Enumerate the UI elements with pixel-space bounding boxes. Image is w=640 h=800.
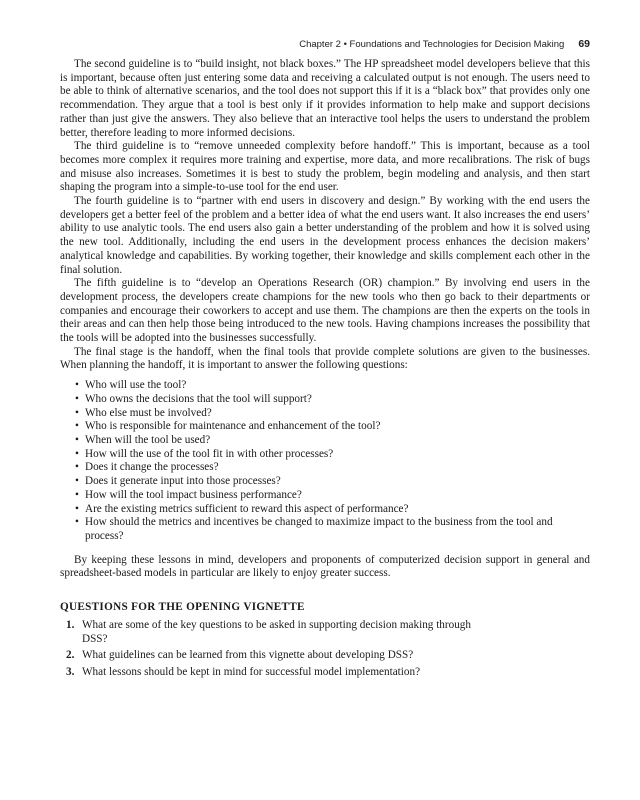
vignette-questions-list	[60, 619, 590, 680]
questions-heading: QUESTIONS FOR THE OPENING VIGNETTE	[60, 601, 305, 614]
paragraph-second-guideline: The second guideline is to “build insight, not black boxes.” The HP spreadsheet model developers believe that this is important, because often just entering some data and receiving a calculated output is not enough. The users need to be able to think of alternative scenarios, and the tool does not support this if it is a “black box” that provides only one recommendation. They argue that a tool is best only if it provides information to help make and support decisions rather than just give the answers. They also believe that an interactive tool helps the users to understand the problem better, therefore leading to more informed decisions.	[60, 58, 590, 139]
question-number: 1.	[66, 619, 75, 632]
list-item: • How will the tool impact business performance?	[75, 488, 302, 501]
bullet-glyph: •	[75, 447, 79, 460]
question-number: 3.	[66, 666, 75, 679]
list-item: • Does it generate input into those processes?	[75, 475, 281, 488]
bullet-glyph: •	[75, 488, 79, 501]
question-item	[66, 666, 472, 680]
bullet-glyph: •	[75, 406, 79, 419]
list-item: • Are the existing metrics sufficient to reward this aspect of performance?	[75, 502, 409, 515]
question-item	[66, 649, 472, 663]
list-item: • Who will use the tool?	[75, 379, 187, 392]
question-item	[66, 619, 472, 646]
bullet-glyph: •	[75, 392, 79, 405]
list-item: • Who owns the decisions that the tool will support?	[75, 392, 312, 405]
bullet-glyph: •	[75, 502, 79, 515]
paragraph-closing: By keeping these lessons in mind, developers and proponents of computerized decision support in general and spreadsheet-based models in particular are likely to enjoy greater success.	[60, 553, 590, 580]
list-item: • Does it change the processes?	[75, 461, 219, 474]
question-text: What are some of the key questions to be asked in supporting decision making through DSS?	[82, 619, 471, 645]
page-number: 69	[578, 38, 590, 50]
paragraph-fourth-guideline: The fourth guideline is to “partner with end users in discovery and design.” By working with the end users the developers get a better feel of the problem and a better idea of what the end users want. It also increases the end users’ ability to use analytic tools. The end users also gain a better understanding of the problem and how it is solved using the new tool. Additionally, including the end users in the development process enhances the decision makers’ analytical knowledge and capabilities. By working together, their knowledge and skills complement each other in the final solution.	[60, 195, 590, 276]
list-item: • When will the tool be used?	[75, 433, 211, 446]
list-item: • Who is responsible for maintenance and enhancement of the tool?	[75, 420, 381, 433]
bullet-glyph: •	[75, 433, 79, 446]
list-item: • How should the metrics and incentives be changed to maximize impact to the business from the tool and process?	[75, 516, 553, 542]
running-title: Chapter 2 • Foundations and Technologies for Decision Making	[299, 39, 565, 50]
list-item: • Who else must be involved?	[75, 406, 212, 419]
question-text: What lessons should be kept in mind for successful model implementation?	[82, 666, 421, 679]
bullet-glyph: •	[75, 379, 79, 392]
list-item: • How will the use of the tool fit in with other processes?	[75, 447, 334, 460]
running-header	[60, 36, 590, 52]
body-text	[60, 58, 590, 680]
paragraph-handoff: The final stage is the handoff, when the final tools that provide complete solutions are given to the businesses. When planning the handoff, it is important to answer the following questions:	[60, 345, 590, 372]
question-text: What guidelines can be learned from this vignette about developing DSS?	[82, 649, 414, 662]
handoff-questions-list	[60, 379, 590, 543]
bullet-glyph: •	[75, 461, 79, 474]
bullet-glyph: •	[75, 516, 79, 529]
question-number: 2.	[66, 649, 75, 662]
paragraph-fifth-guideline: The fifth guideline is to “develop an Operations Research (OR) champion.” By involving end users in the development process, the developers create champions for the new tools who then go back to their departments or companies and encourage their coworkers to accept and use them. The champions are then the experts on the tools in their areas and can then help those being introduced to the new tools. Having champions increases the possibility that the tools will be adopted into the businesses successfully.	[60, 277, 590, 345]
bullet-glyph: •	[75, 475, 79, 488]
paragraph-third-guideline: The third guideline is to “remove unneeded complexity before handoff.” This is important, because as a tool becomes more complex it requires more training and expertise, more data, and more recalibrations. The risk of bugs and misuse also increases. Sometimes it is best to study the problem, begin modeling and analysis, and then start shaping the program into a simple-to-use tool for the end user.	[60, 140, 590, 194]
bullet-glyph: •	[75, 420, 79, 433]
document-page	[60, 36, 590, 683]
